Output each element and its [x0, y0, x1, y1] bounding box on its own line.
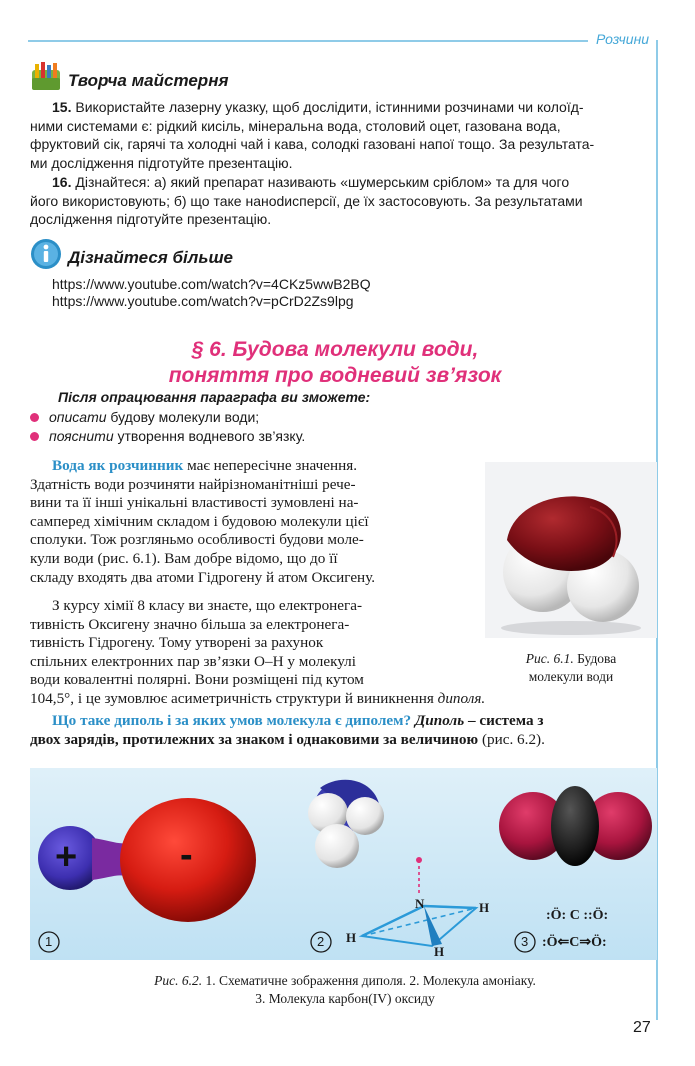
paragraph-3 [30, 712, 657, 749]
body-line: кули води (рис. 6.1). Вам добре відомо, що до її [30, 549, 338, 567]
section-heading [40, 337, 630, 389]
number-3: 3 [521, 934, 529, 949]
task-15-line: фруктовий сік, гарячі та холодні чай і кава, солодкі газовані напої тощо. За результата- [30, 136, 595, 153]
goals-title: Після опрацювання параграфа ви зможете: [58, 389, 371, 405]
co2-lewis-formula: :Ö: C ::Ö: [546, 908, 609, 923]
body-line: З курсу хімії 8 класу ви знаєте, що електронега- [52, 597, 363, 614]
goal-verb: пояснити [49, 428, 114, 444]
atom-H-bottom: H [434, 944, 445, 959]
body-line: 104,5°, і це зумовлює асиметричність структури й виникнення [30, 690, 438, 707]
body-line: вини та її інші унікальні властивості зумовлені на- [30, 494, 359, 512]
task-15 [30, 98, 657, 172]
task-15-number: 15. [52, 99, 72, 115]
question: Що таке диполь і за яких умов молекула є диполем? [52, 712, 412, 729]
number-2: 2 [317, 934, 325, 949]
paragraph-1 [30, 457, 471, 587]
section-title-line-1: § 6. Будова молекули води, [191, 338, 479, 361]
figure-label: Рис. 6.1. [525, 651, 574, 666]
atom-H-left: H [346, 930, 357, 945]
bullet-icon [30, 432, 39, 441]
body-line: складу входять два атоми Гідрогену й атом Оксигену. [30, 568, 376, 586]
co2-structural-formula: :Ö⇐C⇒Ö: [542, 935, 607, 950]
number-1: 1 [45, 934, 53, 949]
goal-item [30, 428, 305, 444]
body-line: спільних електронних пар зв’язки O–H у молекулі [30, 652, 356, 670]
paragraph-2 [30, 597, 471, 690]
paragraph-2-last [30, 690, 657, 709]
caption-text: 1. Схематичне зображення диполя. 2. Молекула амоніаку. [202, 973, 536, 988]
workshop-icon [30, 60, 62, 92]
term-water-solvent: Вода як розчинник [52, 457, 184, 474]
atom-N: N [415, 896, 425, 911]
body-line: має непересічне значення. [183, 457, 358, 474]
body-line: води ковалентні полярні. Вони розміщені під кутом [30, 671, 364, 689]
body-line: тивність Гідрогену. Тому утворені за рахунок [30, 634, 324, 652]
body-line: тивність Оксигену значно більша за електронега- [30, 615, 350, 633]
term-dipole: диполя. [437, 690, 486, 707]
body-line: Здатність води розчиняти найрізноманітніші рече- [30, 475, 356, 493]
info-icon [30, 238, 62, 270]
task-16-line: дослідження підготуйте презентацію. [30, 211, 272, 228]
term-dipole-def: Диполь [414, 712, 465, 729]
caption-text: Будова [573, 651, 617, 666]
task-15-line: ми дослідження підготуйте презентацію. [30, 154, 293, 171]
body-line: самперед хімічним складом і будовою молекули цієї [30, 512, 369, 530]
task-15-line: ними системами є: рідкий кисіль, мінеральна вода, столовий оцет, газована вода, [30, 117, 561, 134]
figure-6-2-panel [30, 768, 657, 960]
task-16 [30, 173, 657, 229]
figure-ref: (рис. 6.2). [478, 730, 545, 748]
caption-text: 3. Молекула карбон(IV) оксиду [255, 991, 435, 1006]
goal-item [30, 409, 259, 425]
figure-6-1-image [485, 462, 657, 638]
figure-6-2-caption [40, 972, 650, 1008]
atom-H-right: H [479, 900, 490, 915]
goal-verb: описати [49, 409, 107, 425]
section-title-line-2: поняття про водневий зв’язок [168, 364, 502, 387]
figure-label: Рис. 6.2. [154, 973, 203, 988]
goal-text: будову молекули води; [106, 409, 260, 425]
bullet-icon [30, 413, 39, 422]
figure-6-1-caption [485, 650, 657, 686]
body-line: сполуки. Тож розгляньмо особливості будови моле- [30, 531, 364, 549]
task-15-line: Використайте лазерну указку, щоб дослідити, істинними розчинами чи колоїд- [75, 99, 584, 115]
figure-6-2-art [30, 768, 657, 960]
task-16-line: його використовують; б) що таке наноdисперсії, де їх застосовують. За результатами [30, 192, 583, 209]
minus-sign: - [180, 834, 193, 876]
running-head: Розчини [596, 31, 650, 47]
link-2[interactable]: https://www.youtube.com/watch?v=pCrD2Zs9lpg [52, 293, 354, 309]
definition: – система з [464, 712, 544, 729]
top-rule [28, 40, 588, 42]
plus-sign: + [55, 836, 78, 878]
task-16-number: 16. [52, 174, 72, 190]
workshop-title: Творча майстерня [68, 71, 229, 90]
page-number: 27 [633, 1019, 651, 1036]
learn-more-title: Дізнайтеся більше [68, 248, 234, 267]
goal-text: утворення водневого зв’язку. [113, 428, 306, 444]
link-1[interactable]: https://www.youtube.com/watch?v=4CKz5wwB2BQ [52, 276, 371, 292]
task-16-line: Дізнайтеся: а) який препарат називають «шумерським сріблом» та для чого [75, 174, 570, 190]
caption-text: молекули води [528, 669, 614, 684]
definition: двох зарядів, протилежних за знаком і однаковими за величиною [30, 730, 479, 748]
